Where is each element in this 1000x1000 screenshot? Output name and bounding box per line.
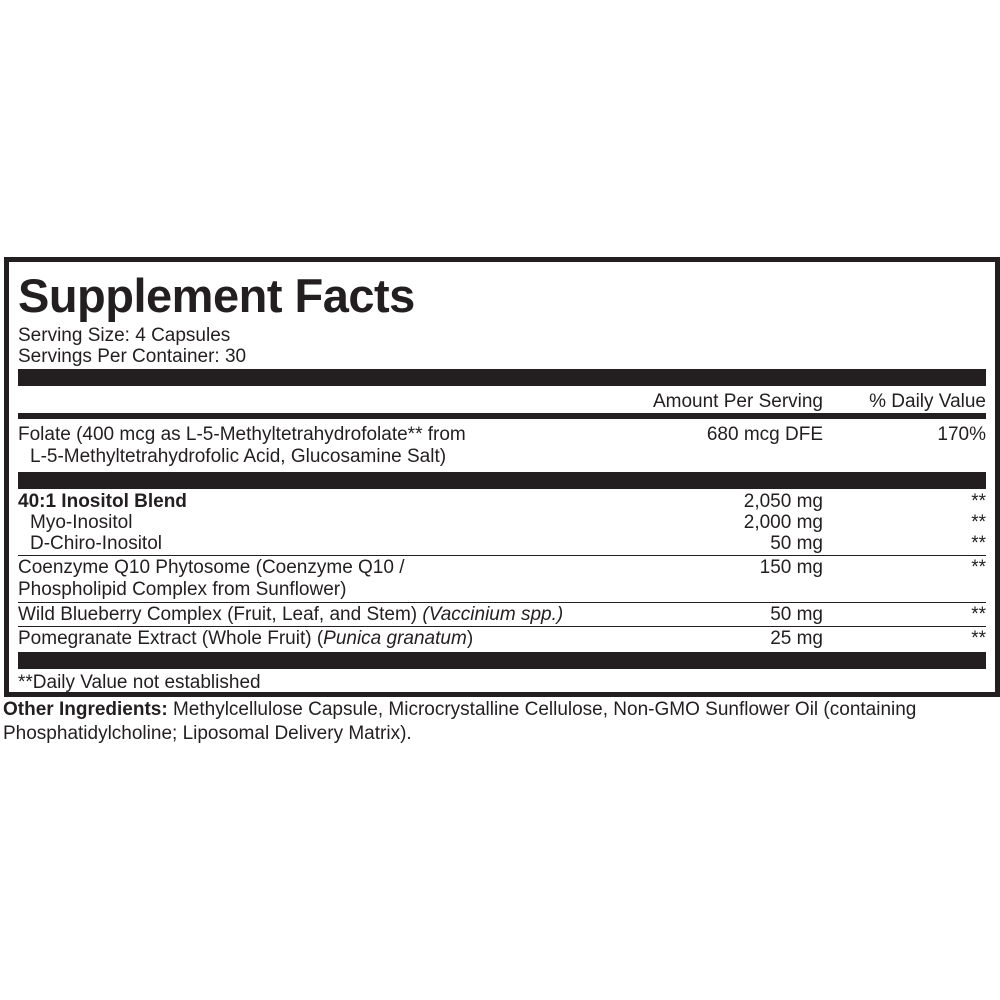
supplement-facts-panel	[4, 257, 1000, 697]
pomegranate-name	[18, 628, 473, 649]
pomegranate-daily-value: **	[971, 628, 986, 649]
d-chiro-inositol-amount: 50 mg	[770, 533, 823, 554]
row-divider	[18, 602, 986, 603]
other-ingredients	[3, 698, 997, 746]
panel-content	[18, 262, 986, 692]
row-divider	[18, 626, 986, 627]
coq10-amount: 150 mg	[759, 557, 823, 578]
row-divider	[18, 555, 986, 556]
pomegranate-latin-name: Punica granatum	[323, 628, 467, 649]
coq10-line-1: Coenzyme Q10 Phytosome (Coenzyme Q10 /	[18, 557, 405, 578]
other-ingredients-label: Other Ingredients:	[3, 699, 168, 720]
blueberry-amount: 50 mg	[770, 604, 823, 625]
thick-divider-middle	[18, 472, 986, 489]
folate-line-2: L-5-Methyltetrahydrofolic Acid, Glucosamine Salt)	[30, 446, 447, 467]
pomegranate-close-paren: )	[466, 628, 474, 649]
panel-title: Supplement Facts	[18, 269, 415, 322]
header-daily-value: % Daily Value	[869, 391, 986, 412]
blueberry-common-name: Wild Blueberry Complex (Fruit, Leaf, and Stem)	[18, 604, 423, 625]
footnote: **Daily Value not established	[18, 672, 261, 693]
coq10-daily-value: **	[971, 557, 986, 578]
myo-inositol-amount: 2,000 mg	[743, 512, 823, 533]
folate-amount: 680 mcg DFE	[706, 424, 823, 445]
servings-per-container: Servings Per Container: 30	[18, 346, 247, 367]
thick-divider-bottom	[18, 652, 986, 669]
myo-inositol-daily-value: **	[971, 512, 986, 533]
blend-amount: 2,050 mg	[743, 491, 823, 512]
serving-size: Serving Size: 4 Capsules	[18, 325, 231, 346]
coq10-line-2: Phospholipid Complex from Sunflower)	[18, 579, 347, 600]
blueberry-latin-name: (Vaccinium spp.)	[422, 604, 564, 625]
blueberry-daily-value: **	[971, 604, 986, 625]
header-amount-per-serving: Amount Per Serving	[652, 391, 823, 412]
thick-divider-top	[18, 369, 986, 386]
myo-inositol-name: Myo-Inositol	[30, 512, 133, 533]
pomegranate-common-name: Pomegranate Extract (Whole Fruit) (	[18, 628, 324, 649]
d-chiro-inositol-daily-value: **	[971, 533, 986, 554]
blend-daily-value: **	[971, 491, 986, 512]
pomegranate-amount: 25 mg	[770, 628, 823, 649]
other-ingredients-text: Methylcellulose Capsule, Microcrystalline Cellulose, Non-GMO Sunflower Oil (containing Phosphatidylcholine; Liposomal Delivery Matrix).	[3, 699, 917, 744]
blueberry-name	[18, 604, 563, 625]
d-chiro-inositol-name: D-Chiro-Inositol	[30, 533, 162, 554]
folate-line-1: Folate (400 mcg as L-5-Methyltetrahydrofolate** from	[18, 424, 466, 445]
medium-divider	[18, 413, 986, 419]
folate-daily-value: 170%	[937, 424, 986, 445]
blend-name: 40:1 Inositol Blend	[18, 491, 187, 512]
